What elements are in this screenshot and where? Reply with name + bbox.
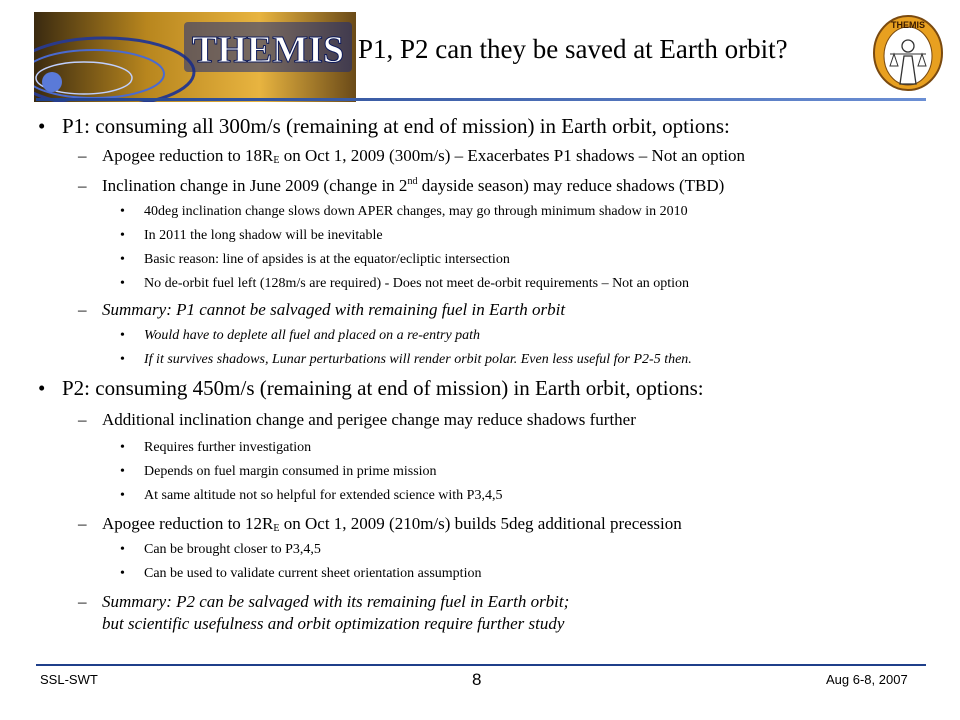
dash-icon: –	[78, 300, 87, 319]
list-item: • Can be brought closer to P3,4,5	[120, 542, 321, 557]
bullet-icon: •	[120, 276, 125, 291]
seal-text: THEMIS	[890, 20, 926, 30]
slide-title: P1, P2 can they be saved at Earth orbit?	[358, 34, 788, 64]
bullet-icon: •	[120, 204, 125, 219]
p2-apogee-item: – Apogee reduction to $12R_E$ on Oct 1, 2009 (210m/s) builds 5deg additional precession	[78, 514, 682, 534]
page-number: 8	[472, 670, 482, 689]
dash-icon: –	[78, 176, 87, 195]
bullet-icon: •	[120, 566, 125, 581]
list-item: • Would have to deplete all fuel and placed on a re-entry path	[120, 328, 481, 343]
themis-seal-logo	[872, 14, 944, 92]
p2-summary-continued: but scientific usefulness and orbit optimization require further study	[102, 614, 565, 633]
dash-icon: –	[78, 514, 87, 533]
dash-icon: –	[78, 592, 87, 611]
bullet-icon: •	[120, 328, 125, 343]
list-item: • 40deg inclination change slows down APER changes, may go through minimum shadow in 2010	[120, 204, 688, 219]
list-item: • Depends on fuel margin consumed in prime mission	[120, 464, 437, 479]
list-item: • Requires further investigation	[120, 440, 312, 455]
bullet-icon: •	[120, 440, 125, 455]
bullet-icon: •	[120, 464, 125, 479]
p1-apogee-item: – Apogee reduction to $18R_E$ on Oct 1, 2009 (300m/s) – Exacerbates P1 shadows – Not an option	[78, 146, 746, 166]
bullet-icon: •	[120, 352, 125, 367]
footer-left: SSL-SWT	[40, 672, 98, 687]
p1-bullet	[38, 114, 730, 139]
bullet-icon: •	[120, 488, 125, 503]
list-item: • At same altitude not so helpful for extended science with P3,4,5	[120, 488, 503, 503]
footer-rule	[36, 664, 926, 666]
bullet-icon: •	[38, 376, 46, 400]
dash-icon: –	[78, 410, 87, 429]
dash-icon: –	[78, 146, 87, 165]
list-item: • In 2011 the long shadow will be inevitable	[120, 228, 383, 243]
p2-additional-item: – Additional inclination change and perigee change may reduce shadows further	[78, 410, 636, 429]
themis-banner-logo	[34, 12, 356, 102]
bullet-icon: •	[38, 114, 46, 138]
themis-logo-text: THEMIS	[191, 29, 345, 71]
bullet-icon: •	[120, 542, 125, 557]
p2-bullet	[38, 376, 704, 401]
bullet-icon: •	[120, 252, 125, 267]
bullet-icon: •	[120, 228, 125, 243]
list-item: • Can be used to validate current sheet orientation assumption	[120, 566, 482, 581]
p1-bullet-text: P1: consuming all 300m/s (remaining at end of mission) in Earth orbit, options:	[62, 114, 730, 138]
list-item: • No de-orbit fuel left (128m/s are required) - Does not meet de-orbit requirements – Not an option	[120, 276, 690, 291]
p2-summary: – Summary: P2 can be salvaged with its remaining fuel in Earth orbit;	[78, 592, 570, 611]
list-item: • Basic reason: line of apsides is at the equator/ecliptic intersection	[120, 252, 510, 267]
title-underline	[36, 98, 926, 101]
p1-inclination-item: – Inclination change in June 2009 (change in 2nd dayside season) may reduce shadows (TBD)	[78, 176, 725, 195]
p2-bullet-text: P2: consuming 450m/s (remaining at end of mission) in Earth orbit, options:	[62, 376, 704, 400]
list-item: • If it survives shadows, Lunar perturbations will render orbit polar. Even less useful for P2-5 then.	[120, 352, 692, 367]
footer-date: Aug 6-8, 2007	[826, 672, 908, 687]
p1-summary: – Summary: P1 cannot be salvaged with remaining fuel in Earth orbit	[78, 300, 566, 319]
